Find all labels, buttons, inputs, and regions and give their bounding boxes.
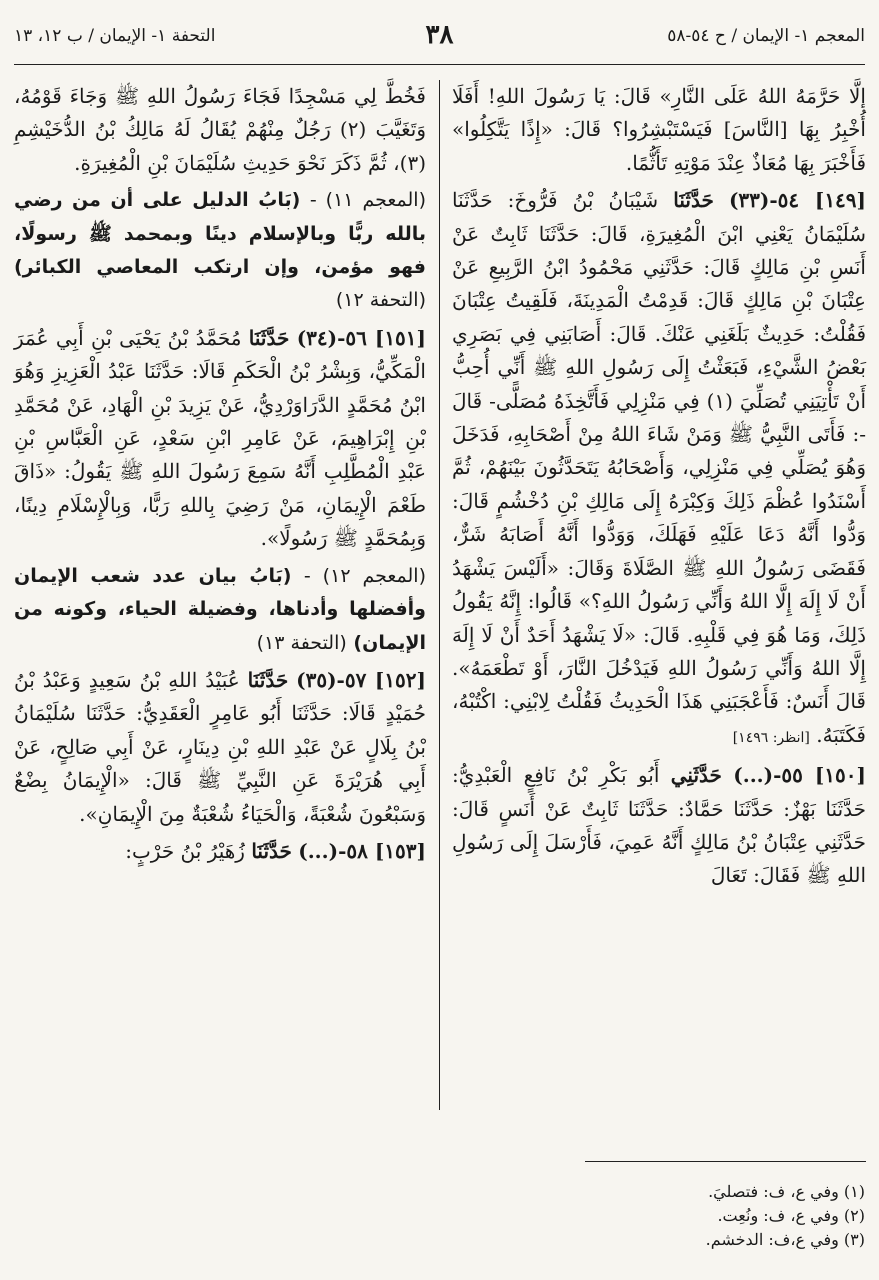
hadith-text: زُهَيْرُ بْنُ حَرْبٍ:: [125, 838, 245, 863]
hadith-text: شَيْبَانُ بْنُ فَرُّوخَ: حَدَّثَنَا سُلَيْمَانُ يَعْنِي ابْنَ الْمُغِيرَةِ، قَالَ: حَدَّثَنَا ثَابِتٌ عَنْ أَنَسِ بْنِ مَالِكٍ قَالَ: حَدَّثَنِي مَحْمُودُ ابْنُ الرَّبِيعِ عَنْ عِتْبَانَ بْنِ مَالِكٍ قَالَ: قَدِمْتُ الْمَدِينَةَ، فَلَقِيتُ عِتْبَانَ فَقُلْتُ: حَدِيثٌ بَلَغَنِي عَنْكَ. قَالَ: أَصَابَنِي فِي بَصَرِي بَعْضُ الشَّيْءِ، فَبَعَثْتُ إِلَى رَسُولِ اللهِ ﷺ أَنِّي أُحِبُّ أَنْ تَأْتِيَنِي تُصَلِّيَ (١) فِي مَنْزِلِي فَأَتَّخِذَهُ مُصَلًّى- قَالَ -: فَأَتَى النَّبِيُّ ﷺ وَمَنْ شَاءَ اللهُ مِنْ أَصْحَابِهِ، فَدَخَلَ وَهُوَ يُصَلِّي فِي مَنْزِلِي، وَأَصْحَابُهُ يَتَحَدَّثُونَ بَيْنَهُمْ، ثُمَّ أَسْنَدُوا عُظْمَ ذَلِكَ وَكِبْرَهُ إِلَى مَالِكِ بْنِ دُخْشُمٍ قَالَ: وَدُّوا أَنَّهُ دَعَا عَلَيْهِ فَهَلَكَ، وَوَدُّوا أَنَّهُ أَصَابَهُ شَرٌّ، فَقَضَى رَسُولُ اللهِ ﷺ الصَّلَاةَ وَقَالَ: «أَلَيْسَ يَشْهَدُ أَنْ لَا إِلَهَ إِلَّا اللهُ وَأَنِّي رَسُولُ اللهِ؟» قَالُوا: إِنَّهُ يَقُولُ ذَلِكَ، وَمَا هُوَ فِي قَلْبِهِ. قَالَ: «لَا يَشْهَدُ أَحَدٌ أَنْ لَا إِلَهَ إِلَّا اللهُ وَأَنِّي رَسُولُ اللهِ فَيَدْخُلَ النَّارَ، أَوْ تَطْعَمَهُ». قَالَ أَنَسٌ: فَأَعْجَبَنِي هَذَا الْحَدِيثُ فَقُلْتُ لِابْنِي: اكْتُبْهُ، فَكَتَبَهُ.: [452, 188, 866, 747]
hadith-152: [14, 664, 426, 831]
footnote-rule: [585, 1161, 866, 1162]
column-divider: [439, 80, 440, 1110]
left-column: [14, 80, 426, 872]
hadith-opening: حَدَّثَنِي: [670, 763, 722, 788]
hadith-text: أَبُو بَكْرِ بْنُ نَافِعٍ الْعَبْدِيُّ: حَدَّثَنَا بَهْزٌ: حَدَّثَنَا حَمَّادٌ: حَدَّثَنَا ثَابِتٌ عَنْ أَنَسٍ قَالَ: حَدَّثَنِي عِتْبَانُ بْنُ مَالِكٍ أَنَّهُ عَمِيَ، فَأَرْسَلَ إِلَى رَسُولِ اللهِ ﷺ فَقَالَ: تَعَالَ: [452, 763, 866, 888]
paragraph: فَخُطَّ لِي مَسْجِدًا فَجَاءَ رَسُولُ اللهِ ﷺ وَجَاءَ قَوْمُهُ، وَتَغَيَّبَ (٢) رَجُلٌ مِنْهُمْ يُقَالُ لَهُ مَالِكُ بْنُ الدُّخَيْشِمِ (٣)، ثُمَّ ذَكَرَ نَحْوَ حَدِيثِ سُلَيْمَانَ بْنِ الْمُغِيرَةِ.: [14, 84, 426, 175]
hadith-151: [14, 322, 426, 556]
hadith-153: [14, 835, 426, 868]
cross-reference: [انظر: ١٤٩٦]: [732, 729, 810, 746]
chapter-ref: (التحفة ١٢): [335, 289, 426, 312]
hadith-149: [452, 184, 866, 755]
hadith-number: [١٥٣] ٥٨-(...): [298, 838, 426, 863]
page-header: [14, 22, 865, 62]
footnote-1: (١) وفي ع، ف: فتصليَ.: [708, 1182, 865, 1201]
hadith-text: مُحَمَّدُ بْنُ يَحْيَى بْنِ أَبِي عُمَرَ الْمَكِّيُّ، وَبِشْرُ بْنُ الْحَكَمِ قَالَا: حَدَّثَنَا عَبْدُ الْعَزِيزِ وَهُوَ ابْنُ مُحَمَّدٍ الدَّرَاوَرْدِيُّ، عَنْ يَزِيدَ بْنِ الْهَادِ، عَنْ مُحَمَّدِ بْنِ إِبْرَاهِيمَ، عَنْ عَامِرِ ابْنِ سَعْدٍ، عَنِ الْعَبَّاسِ بْنِ عَبْدِ الْمُطَّلِبِ أَنَّهُ سَمِعَ رَسُولَ اللهِ ﷺ يَقُولُ: «ذَاقَ طَعْمَ الْإِيمَانِ، مَنْ رَضِيَ بِاللهِ رَبًّا، وَبِالْإِسْلَامِ دِينًا، وَبِمُحَمَّدٍ ﷺ رَسُولًا».: [14, 325, 426, 551]
chapter-title: (بَابُ بيان عدد شعب الإيمان وأفضلها وأدناها، وفضيلة الحياء، وكونه من الإيمان): [14, 564, 426, 654]
hadith-number: [١٤٩] ٥٤-(٣٣): [728, 188, 867, 213]
hadith-opening: حَدَّثَنَا: [248, 325, 290, 350]
footnotes: [445, 1180, 865, 1252]
header-right-ref: المعجم ١- الإيمان / ح ٥٤-٥٨: [667, 26, 865, 46]
hadith-150: [452, 759, 866, 893]
chapter-title: (بَابُ الدليل على أن من رضي بالله ربًّا وبالإسلام دينًا وبمحمد ﷺ رسولًا، فهو مؤمن، وإن ارتكب المعاصي الكبائر): [14, 189, 426, 279]
hadith-opening: حَدَّثَنَا: [673, 188, 714, 213]
hadith-opening: حَدَّثَنَا: [247, 667, 289, 692]
chapter-ref: (التحفة ١٣): [256, 631, 347, 654]
right-column: [452, 80, 866, 897]
chapter-heading-12: [14, 560, 426, 660]
header-rule: [14, 64, 865, 65]
footnote-2: (٢) وفي ع، ف: ونُعِت.: [717, 1206, 865, 1225]
hadith-opening: حَدَّثَنَا: [251, 838, 292, 863]
paragraph: إلَّا حَرَّمَهُ اللهُ عَلَى النَّارِ» قَالَ: يَا رَسُولَ اللهِ! أَفَلَا أُخْبِرُ بِهَا [النَّاسَ] فَيَسْتَبْشِرُوا؟ قَالَ: «إِذًا يَتَّكِلُوا» فَأَخْبَرَ بِهَا مُعَاذٌ عِنْدَ مَوْتِهِ تَأَثُّمًا.: [452, 84, 866, 175]
hadith-number: [١٥٠] ٥٥-(...): [733, 763, 866, 788]
footnote-3: (٣) وفي ع،ف: الدخشم.: [705, 1230, 865, 1249]
hadith-number: [١٥١] ٥٦-(٣٤): [296, 325, 427, 350]
page-number: ٣٨: [425, 20, 454, 50]
chapter-tag: (المعجم ١٢) -: [303, 564, 426, 587]
header-left-ref: التحفة ١- الإيمان / ب ١٢، ١٣: [14, 26, 216, 46]
chapter-heading-11: [14, 184, 426, 318]
hadith-text: عُبَيْدُ اللهِ بْنُ سَعِيدٍ وَعَبْدُ بْنُ حُمَيْدٍ قَالَا: حَدَّثَنَا أَبُو عَامِرٍ الْعَقَدِيُّ: حَدَّثَنَا سُلَيْمَانُ بْنُ بِلَالٍ عَنْ عَبْدِ اللهِ بْنِ دِينَارٍ، عَنْ أَبِي صَالِحٍ، عَنْ أَبِي هُرَيْرَةَ عَنِ النَّبِيِّ ﷺ قَالَ: «الْإِيمَانُ بِضْعٌ وَسَبْعُونَ شُعْبَةً، وَالْحَيَاءُ شُعْبَةٌ مِنَ الْإِيمَانِ».: [14, 667, 426, 826]
chapter-tag: (المعجم ١١) -: [309, 189, 426, 212]
hadith-number: [١٥٢] ٥٧-(٣٥): [296, 667, 426, 692]
